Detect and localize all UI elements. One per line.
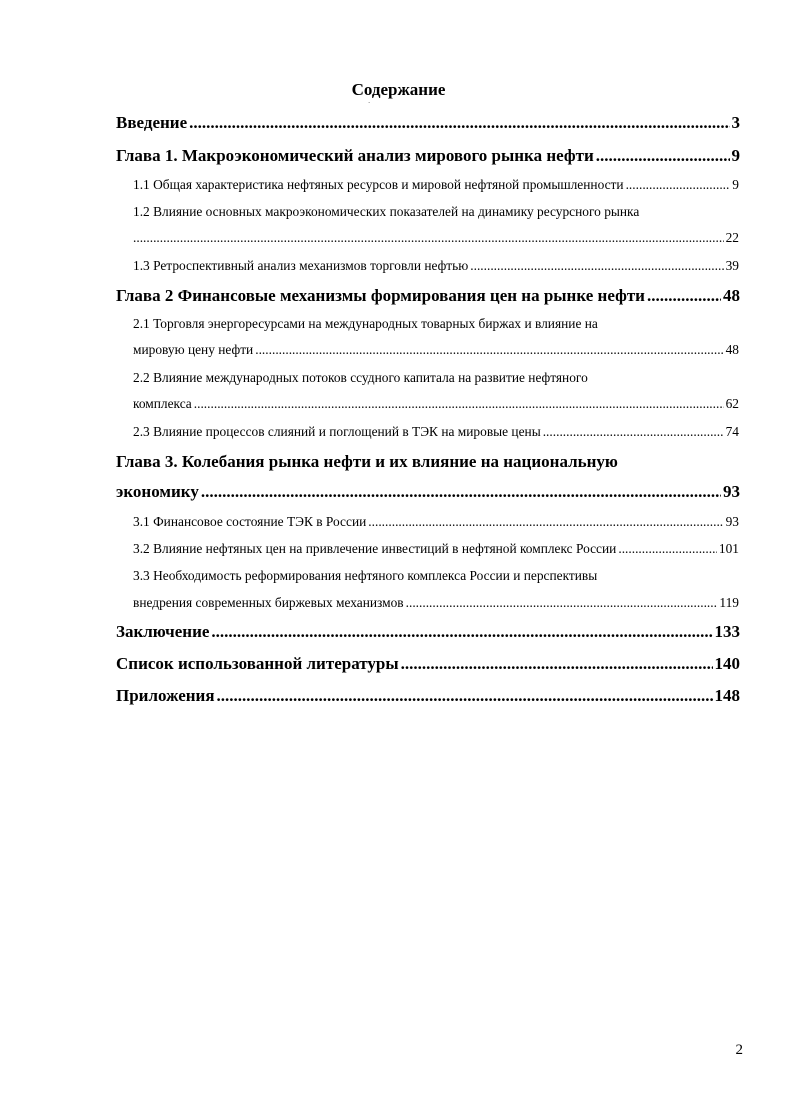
- toc-entry-page: 148: [714, 686, 740, 705]
- leader-dots: [543, 424, 724, 440]
- toc-entry-section-1-1[interactable]: [133, 177, 739, 193]
- toc-entry-text: экономику: [116, 482, 199, 501]
- toc-entry-page: 48: [723, 286, 740, 305]
- leader-dots: [133, 230, 724, 246]
- toc-entry-section-2-3[interactable]: [133, 424, 739, 440]
- toc-entry-text: 1.1 Общая характеристика нефтяных ресурсов и мировой нефтяной промышленности: [133, 177, 624, 192]
- toc-entry-chapter-2[interactable]: [116, 286, 740, 306]
- toc-entry-section-1-3[interactable]: [133, 258, 739, 274]
- toc-entry-text: 1.3 Ретроспективный анализ механизмов торговли нефтью: [133, 258, 469, 273]
- scan-mark: `: [368, 101, 371, 109]
- toc-entry-text: 2.3 Влияние процессов слияний и поглощений в ТЭК на мировые цены: [133, 424, 541, 439]
- toc-entry-page: 62: [725, 396, 739, 411]
- toc-entry-page: 3: [731, 113, 740, 132]
- toc-entry-bibliography[interactable]: [116, 654, 740, 674]
- toc-entry-chapter-1[interactable]: [116, 146, 740, 166]
- toc-entry-page: 22: [725, 230, 739, 245]
- toc-entry-section-3-3-line1: 3.3 Необходимость реформирования нефтяного комплекса России и перспективы: [133, 568, 598, 583]
- leader-dots: [368, 514, 723, 530]
- toc-entry-text: внедрения современных биржевых механизмов: [133, 595, 404, 610]
- leader-dots: [406, 595, 718, 611]
- leader-dots: [647, 286, 721, 306]
- toc-entry-page: 39: [725, 258, 739, 273]
- toc-entry-section-3-1[interactable]: [133, 514, 739, 530]
- toc-entry-page: 74: [725, 424, 739, 439]
- toc-entry-text: мировую цену нефти: [133, 342, 254, 357]
- toc-entry-page: 140: [714, 654, 740, 673]
- leader-dots: [401, 654, 713, 674]
- leader-dots: [596, 146, 730, 166]
- leader-dots: [211, 622, 712, 642]
- toc-entry-page: 48: [725, 342, 739, 357]
- toc-entry-section-1-2-line1: 1.2 Влияние основных макроэкономических показателей на динамику ресурсного рынка: [133, 204, 640, 219]
- page-number: 2: [735, 1042, 743, 1058]
- toc-entry-page: 9: [732, 177, 739, 192]
- toc-entry-appendices[interactable]: [116, 686, 740, 706]
- leader-dots: [194, 396, 724, 412]
- toc-entry-text: 3.1 Финансовое состояние ТЭК в России: [133, 514, 367, 529]
- toc-entry-text: Список использованной литературы: [116, 654, 399, 673]
- leader-dots: [201, 482, 721, 502]
- toc-entry-section-3-3[interactable]: [133, 595, 739, 611]
- leader-dots: [618, 541, 717, 557]
- leader-dots: [470, 258, 723, 274]
- toc-entry-text: Введение: [116, 113, 188, 132]
- toc-entry-introduction[interactable]: [116, 113, 740, 133]
- toc-entry-text: Глава 1. Макроэкономический анализ мирового рынка нефти: [116, 146, 594, 165]
- leader-dots: [626, 177, 731, 193]
- toc-entry-section-1-2[interactable]: [133, 230, 739, 246]
- toc-entry-text: Приложения: [116, 686, 215, 705]
- leader-dots: [255, 342, 723, 358]
- toc-entry-chapter-3[interactable]: [116, 482, 740, 502]
- toc-entry-text: Заключение: [116, 622, 210, 641]
- toc-entry-text: 3.2 Влияние нефтяных цен на привлечение инвестиций в нефтяной комплекс России: [133, 541, 617, 556]
- toc-entry-section-2-1[interactable]: [133, 342, 739, 358]
- toc-entry-text: Глава 2 Финансовые механизмы формирования цен на рынке нефти: [116, 286, 645, 305]
- toc-entry-section-2-2[interactable]: [133, 396, 739, 412]
- toc-entry-section-2-2-line1: 2.2 Влияние международных потоков ссудного капитала на развитие нефтяного: [133, 370, 588, 385]
- leader-dots: [217, 686, 713, 706]
- toc-entry-page: 93: [725, 514, 739, 529]
- toc-title: Содержание: [351, 80, 446, 99]
- toc-entry-text: комплекса: [133, 396, 192, 411]
- toc-entry-page: 133: [714, 622, 740, 641]
- toc-entry-page: 9: [731, 146, 740, 165]
- leader-dots: [189, 113, 729, 133]
- toc-entry-section-3-2[interactable]: [133, 541, 739, 557]
- toc-entry-section-2-1-line1: 2.1 Торговля энергоресурсами на международных товарных биржах и влияние на: [133, 316, 598, 331]
- toc-entry-page: 101: [718, 541, 739, 556]
- toc-entry-page: 93: [723, 482, 740, 501]
- toc-entry-conclusion[interactable]: [116, 622, 740, 642]
- toc-entry-page: 119: [719, 595, 739, 610]
- toc-entry-chapter-3-line1: Глава 3. Колебания рынка нефти и их влияние на национальную: [116, 452, 618, 471]
